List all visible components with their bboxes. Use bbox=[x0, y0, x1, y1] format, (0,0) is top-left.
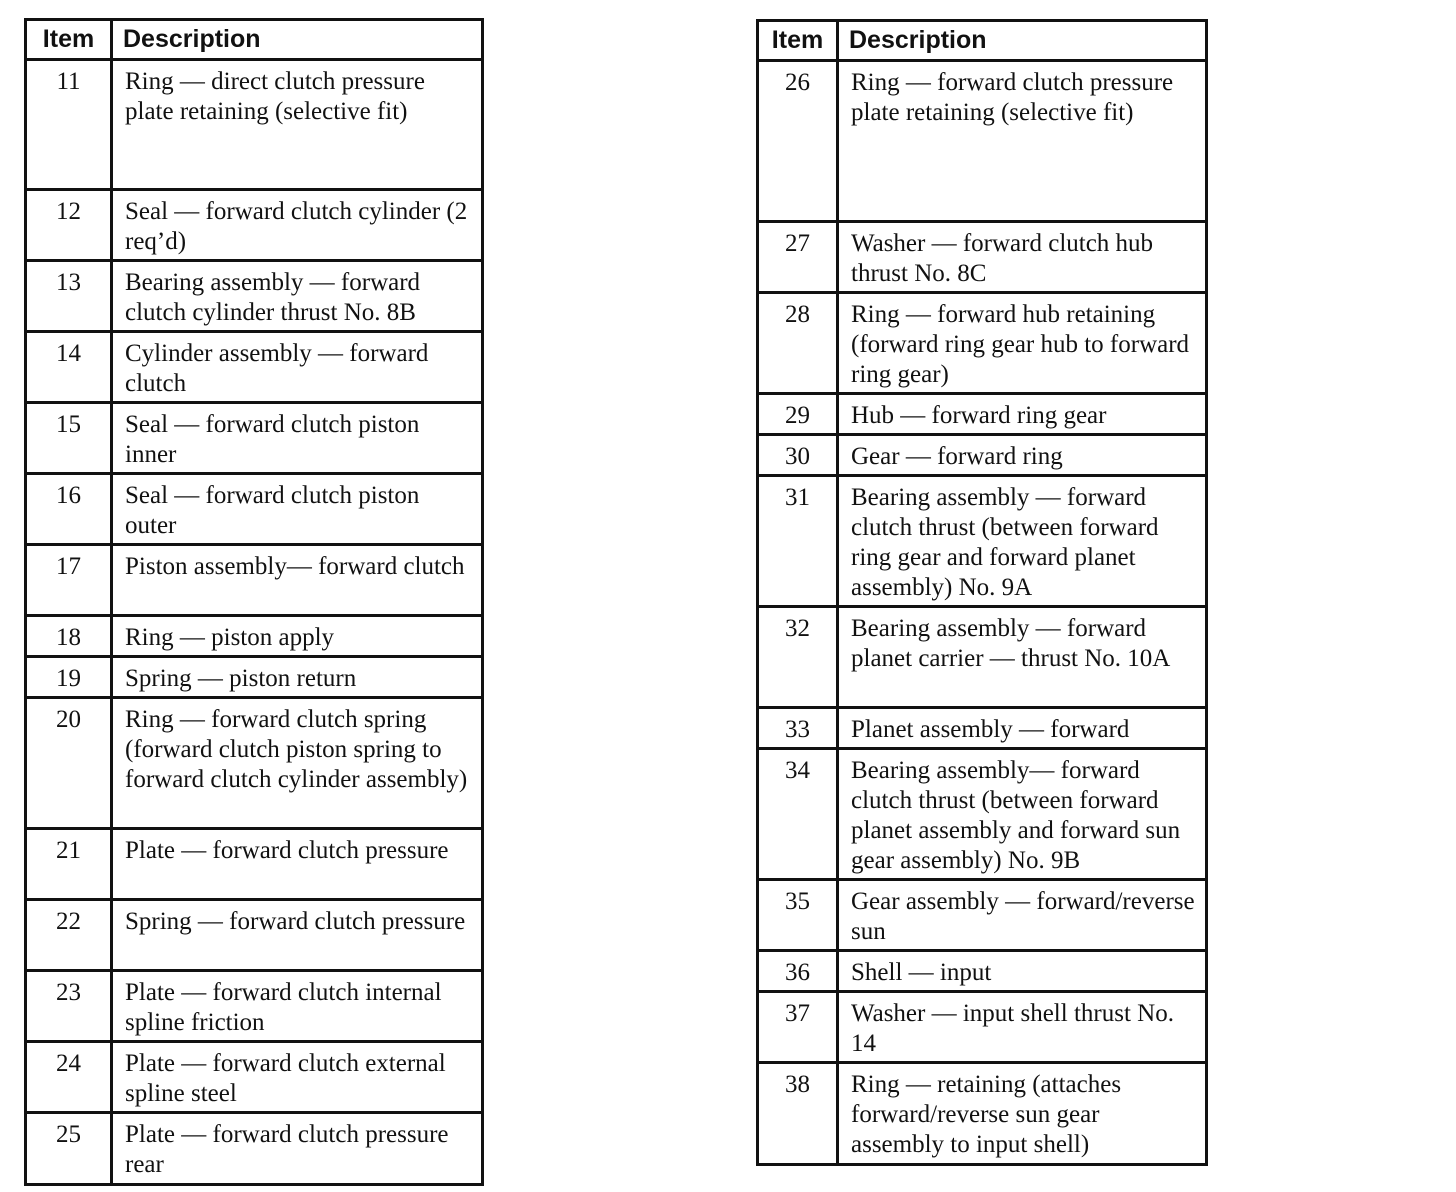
item-number: 11 bbox=[26, 60, 112, 190]
item-number: 28 bbox=[758, 293, 838, 394]
table-row bbox=[758, 749, 1207, 880]
item-number: 21 bbox=[26, 829, 112, 900]
item-description: Washer — input shell thrust No. 14 bbox=[838, 992, 1207, 1063]
item-description: Gear assembly — forward/reverse sun bbox=[838, 880, 1207, 951]
column-header-item: Item bbox=[758, 21, 838, 61]
table-row bbox=[758, 222, 1207, 293]
item-number: 27 bbox=[758, 222, 838, 293]
table-row bbox=[758, 992, 1207, 1063]
item-description: Plate — forward clutch pressure rear bbox=[112, 1113, 483, 1185]
item-description: Washer — forward clutch hub thrust No. 8C bbox=[838, 222, 1207, 293]
item-number: 33 bbox=[758, 708, 838, 749]
column-header-description: Description bbox=[838, 21, 1207, 61]
item-description: Bearing assembly— forward clutch thrust (between forward planet assembly and forward sun gear assembly) No. 9B bbox=[838, 749, 1207, 880]
item-description: Bearing assembly — forward planet carrier — thrust No. 10A bbox=[838, 607, 1207, 708]
table-row bbox=[758, 708, 1207, 749]
item-number: 29 bbox=[758, 394, 838, 435]
item-number: 12 bbox=[26, 190, 112, 261]
item-number: 19 bbox=[26, 657, 112, 698]
item-description: Ring — forward clutch pressure plate retaining (selective fit) bbox=[838, 61, 1207, 222]
table-row bbox=[758, 61, 1207, 222]
item-description: Ring — forward clutch spring (forward clutch piston spring to forward clutch cylinder assembly) bbox=[112, 698, 483, 829]
table-row bbox=[758, 293, 1207, 394]
item-description: Ring — forward hub retaining (forward ring gear hub to forward ring gear) bbox=[838, 293, 1207, 394]
table-row bbox=[26, 545, 483, 616]
table-row bbox=[26, 261, 483, 332]
item-description: Plate — forward clutch external spline steel bbox=[112, 1042, 483, 1113]
item-number: 34 bbox=[758, 749, 838, 880]
item-number: 22 bbox=[26, 900, 112, 971]
item-description: Seal — forward clutch piston outer bbox=[112, 474, 483, 545]
item-number: 32 bbox=[758, 607, 838, 708]
table-header-row bbox=[758, 21, 1207, 61]
item-description: Spring — forward clutch pressure bbox=[112, 900, 483, 971]
table-row bbox=[26, 332, 483, 403]
item-description: Ring — direct clutch pressure plate retaining (selective fit) bbox=[112, 60, 483, 190]
item-number: 13 bbox=[26, 261, 112, 332]
item-number: 23 bbox=[26, 971, 112, 1042]
item-description: Plate — forward clutch pressure bbox=[112, 829, 483, 900]
table-row bbox=[26, 657, 483, 698]
item-description: Seal — forward clutch piston inner bbox=[112, 403, 483, 474]
item-number: 18 bbox=[26, 616, 112, 657]
item-number: 20 bbox=[26, 698, 112, 829]
table-row bbox=[758, 951, 1207, 992]
table-header-row bbox=[26, 20, 483, 60]
item-number: 26 bbox=[758, 61, 838, 222]
table-row bbox=[26, 403, 483, 474]
parts-table-right bbox=[756, 19, 1208, 1166]
parts-table-left bbox=[24, 18, 484, 1186]
item-number: 25 bbox=[26, 1113, 112, 1185]
item-description: Spring — piston return bbox=[112, 657, 483, 698]
item-number: 36 bbox=[758, 951, 838, 992]
item-description: Hub — forward ring gear bbox=[838, 394, 1207, 435]
table-row bbox=[758, 435, 1207, 476]
item-number: 30 bbox=[758, 435, 838, 476]
table-row bbox=[26, 1113, 483, 1185]
table-row bbox=[758, 880, 1207, 951]
table-row bbox=[758, 607, 1207, 708]
item-number: 35 bbox=[758, 880, 838, 951]
table-row bbox=[758, 394, 1207, 435]
table-row bbox=[26, 698, 483, 829]
table-row bbox=[26, 190, 483, 261]
table-row bbox=[26, 971, 483, 1042]
item-description: Bearing assembly — forward clutch thrust (between forward ring gear and forward planet assembly) No. 9A bbox=[838, 476, 1207, 607]
table-row bbox=[26, 474, 483, 545]
item-description: Ring — retaining (attaches forward/reverse sun gear assembly to input shell) bbox=[838, 1063, 1207, 1165]
item-description: Piston assembly— forward clutch bbox=[112, 545, 483, 616]
item-number: 16 bbox=[26, 474, 112, 545]
item-description: Ring — piston apply bbox=[112, 616, 483, 657]
table-row bbox=[26, 60, 483, 190]
item-number: 14 bbox=[26, 332, 112, 403]
item-description: Plate — forward clutch internal spline friction bbox=[112, 971, 483, 1042]
table-row bbox=[26, 1042, 483, 1113]
item-number: 37 bbox=[758, 992, 838, 1063]
item-description: Gear — forward ring bbox=[838, 435, 1207, 476]
table-row bbox=[26, 829, 483, 900]
item-description: Bearing assembly — forward clutch cylinder thrust No. 8B bbox=[112, 261, 483, 332]
table-row bbox=[758, 476, 1207, 607]
item-number: 38 bbox=[758, 1063, 838, 1165]
table-row bbox=[26, 900, 483, 971]
table-row bbox=[26, 616, 483, 657]
item-number: 15 bbox=[26, 403, 112, 474]
column-header-description: Description bbox=[112, 20, 483, 60]
item-description: Shell — input bbox=[838, 951, 1207, 992]
item-description: Seal — forward clutch cylinder (2 req’d) bbox=[112, 190, 483, 261]
item-description: Planet assembly — forward bbox=[838, 708, 1207, 749]
item-number: 31 bbox=[758, 476, 838, 607]
item-number: 17 bbox=[26, 545, 112, 616]
item-description: Cylinder assembly — forward clutch bbox=[112, 332, 483, 403]
column-header-item: Item bbox=[26, 20, 112, 60]
table-row bbox=[758, 1063, 1207, 1165]
item-number: 24 bbox=[26, 1042, 112, 1113]
